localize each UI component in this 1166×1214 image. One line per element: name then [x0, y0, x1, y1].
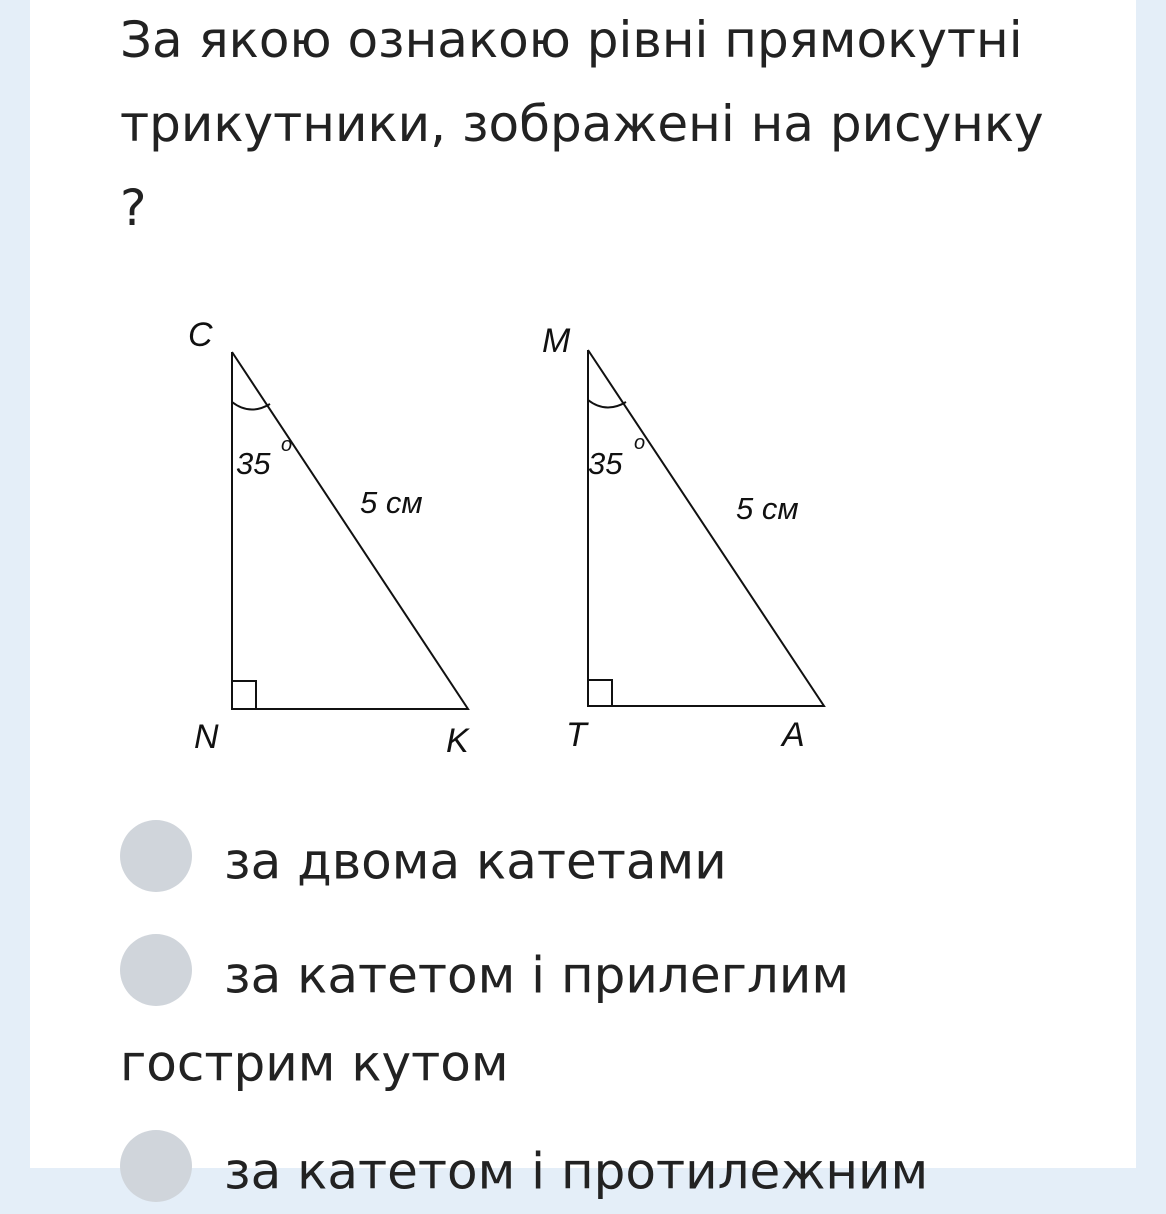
question-text: За якою ознакою рівні прямокутні трикутники, зображені на рисунку ? — [120, 11, 1044, 237]
question-card — [30, 0, 1136, 1201]
angle-m-value: 35 — [588, 446, 623, 481]
vertex-m-label: M — [542, 322, 571, 360]
triangles-figure — [150, 300, 870, 780]
radio-button-3[interactable] — [120, 1130, 192, 1202]
hypotenuse-ma-label: 5 см — [736, 491, 799, 526]
vertex-c-label: C — [188, 316, 213, 354]
answer-option-1-label: за двома катетами — [224, 832, 727, 891]
answer-option-3[interactable] — [120, 1126, 1080, 1214]
radio-button-2[interactable] — [120, 934, 192, 1006]
angle-c-degree: o — [281, 434, 293, 456]
vertex-n-label: N — [194, 718, 219, 756]
triangle-mta — [542, 322, 824, 754]
answer-option-3-label: за катетом і протилежним — [224, 1142, 929, 1201]
right-angle-mark-t — [588, 680, 612, 706]
angle-c-value: 35 — [236, 446, 271, 481]
angle-arc-m — [588, 400, 626, 408]
answer-option-2[interactable] — [120, 930, 1080, 1105]
answer-option-2-label: за катетом і прилеглим гострим кутом — [120, 946, 850, 1092]
vertex-t-label: T — [566, 716, 587, 754]
vertex-k-label: K — [446, 722, 469, 760]
triangles-svg — [150, 300, 870, 780]
right-angle-mark-n — [232, 681, 256, 709]
radio-button-1[interactable] — [120, 820, 192, 892]
answer-option-1[interactable] — [120, 816, 1080, 904]
hypotenuse-ck-label: 5 см — [360, 485, 423, 520]
vertex-a-label: A — [782, 716, 805, 754]
angle-m-degree: o — [634, 432, 646, 454]
triangle-cnk — [188, 316, 470, 760]
angle-arc-c — [232, 402, 270, 410]
